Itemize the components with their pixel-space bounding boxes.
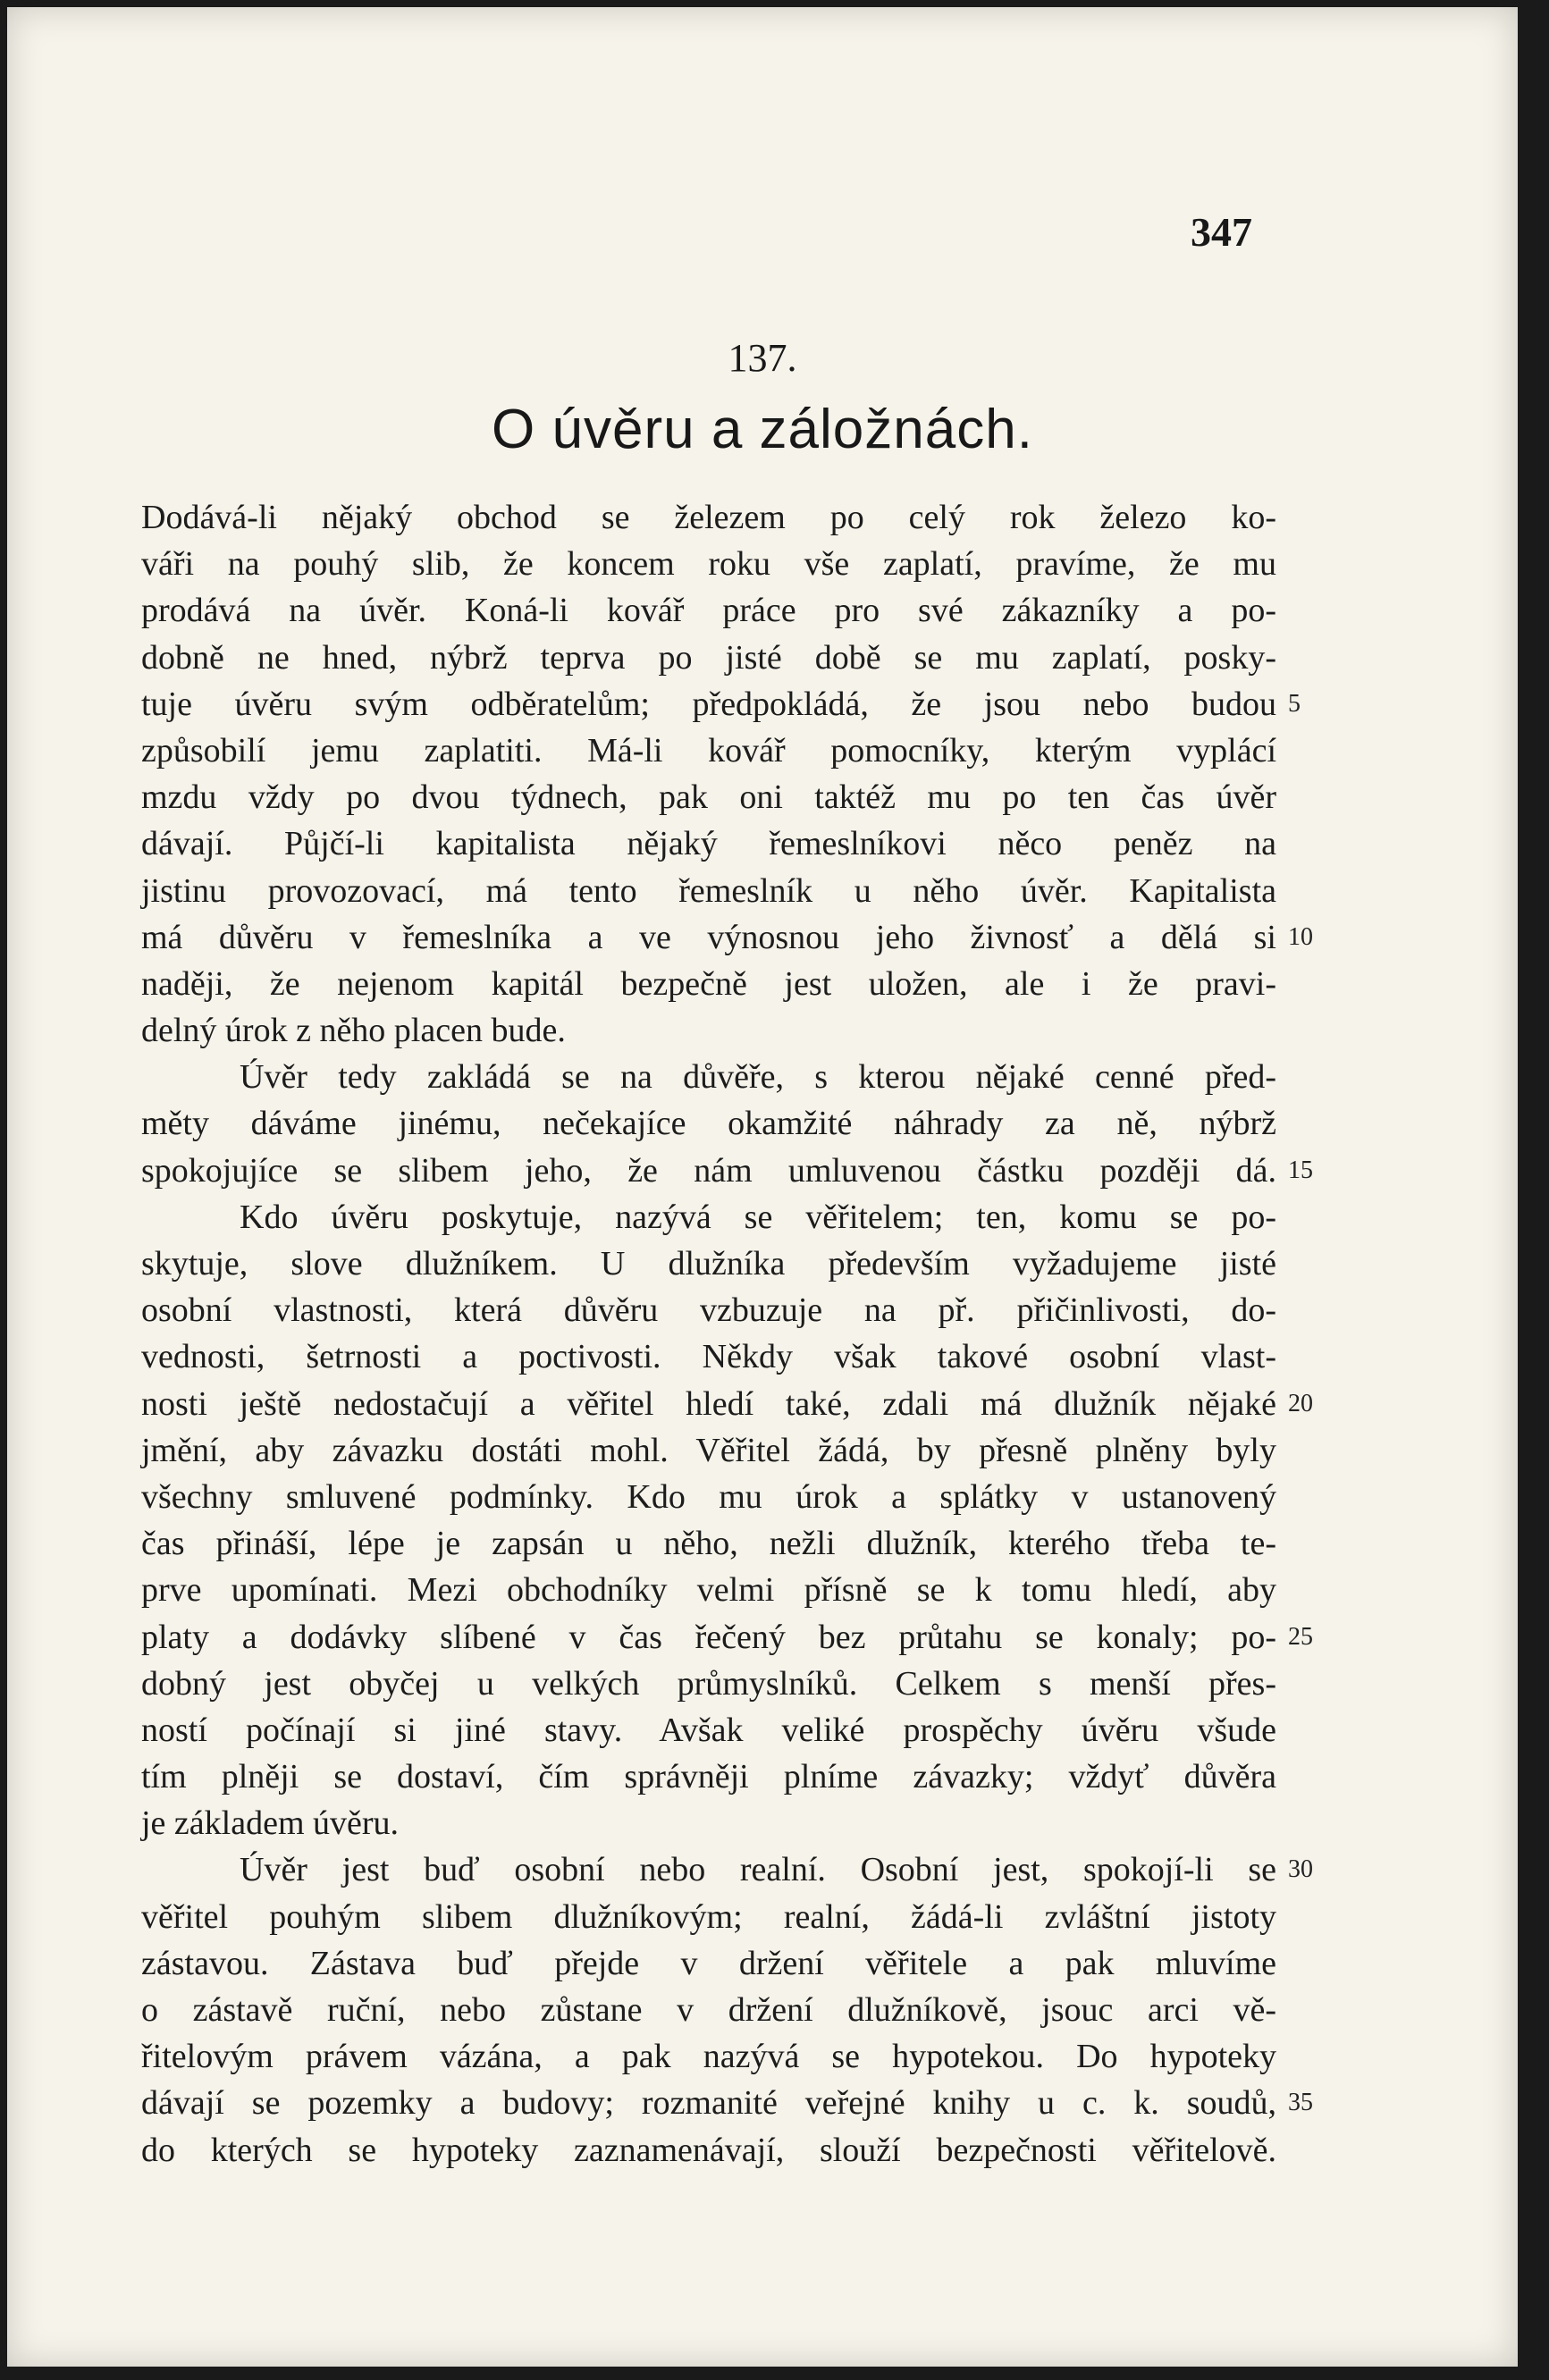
line-text: způsobilí jemu zaplatiti. Má-li kovář pomocníky, kterým vyplácí — [141, 731, 1276, 770]
line-text: jmění, aby závazku dostáti mohl. Věřitel žádá, by přesně plněny byly — [141, 1431, 1276, 1469]
text-line — [141, 1240, 1276, 1287]
line-number: 25 — [1288, 1622, 1313, 1651]
text-line — [141, 1333, 1276, 1380]
line-text: osobní vlastnosti, která důvěru vzbuzuje na př. přičinlivosti, do- — [141, 1291, 1276, 1330]
text-line — [141, 1427, 1276, 1474]
section-title: O úvěru a záložnách. — [492, 399, 1033, 460]
line-text: naději, že nejenom kapitál bezpečně jest uložen, ale i že pravi- — [141, 964, 1276, 1003]
text-line — [141, 1567, 1276, 1613]
line-text: do kterých se hypoteky zaznamenávají, slouží bezpečnosti věřitelově. — [141, 2131, 1276, 2169]
line-text: věřitel pouhým slibem dlužníkovým; realní, žádá-li zvláštní jistoty — [141, 1897, 1276, 1936]
text-line — [141, 681, 1301, 727]
text-line — [141, 1054, 1276, 1100]
line-text: prve upomínati. Mezi obchodníky velmi přísně se k tomu hledí, aby — [141, 1571, 1276, 1610]
line-text: Úvěr jest buď osobní nebo realní. Osobní jest, spokojí-li se — [240, 1851, 1276, 1889]
text-line — [141, 635, 1276, 681]
line-text: má důvěru v řemeslníka a ve výnosnou jeho živnosť a dělá si — [141, 918, 1276, 956]
line-number: 35 — [1288, 2089, 1313, 2117]
book-page — [7, 7, 1518, 2367]
line-text: zástavou. Zástava buď přejde v držení věřitele a pak mluvíme — [141, 1944, 1276, 1982]
line-number: 5 — [1288, 689, 1301, 718]
line-text: nosti ještě nedostačují a věřitel hledí také, zdali má dlužník nějaké — [141, 1384, 1276, 1423]
line-text: mzdu vždy po dvou týdnech, pak oni taktéž mu po ten čas úvěr — [141, 778, 1276, 817]
text-line — [141, 1800, 1276, 1846]
text-line — [141, 2127, 1276, 2174]
line-text: všechny smluvené podmínky. Kdo mu úrok a splátky v ustanovený — [141, 1477, 1276, 1516]
line-text: skytuje, slove dlužníkem. U dlužníka především vyžadujeme jisté — [141, 1245, 1276, 1283]
line-text: Kdo úvěru poskytuje, nazývá se věřitelem; ten, komu se po- — [240, 1198, 1276, 1236]
line-text: dobně ne hned, nýbrž teprva po jisté době se mu zaplatí, posky- — [141, 638, 1276, 677]
text-line — [141, 1707, 1276, 1753]
text-line — [141, 1614, 1313, 1661]
line-number: 30 — [1288, 1855, 1313, 1884]
text-line — [141, 1520, 1276, 1567]
line-text: je základem úvěru. — [141, 1804, 400, 1843]
text-line — [141, 914, 1313, 961]
text-line — [141, 2080, 1313, 2126]
text-line — [141, 587, 1276, 634]
text-line — [141, 727, 1276, 774]
text-line — [141, 1753, 1276, 1800]
line-text: vednosti, šetrnosti a poctivosti. Někdy však takové osobní vlast- — [141, 1338, 1276, 1376]
text-line — [141, 961, 1276, 1007]
line-text: tuje úvěru svým odběratelům; předpokládá, že jsou nebo budou — [141, 685, 1276, 723]
text-line — [141, 494, 1276, 541]
text-line — [141, 541, 1276, 587]
text-line — [141, 774, 1276, 820]
text-line — [141, 820, 1276, 867]
text-line — [141, 1894, 1276, 1940]
text-line — [141, 1007, 1276, 1054]
page-number: 347 — [1191, 209, 1252, 255]
line-text: váři na pouhý slib, že koncem roku vše zaplatí, pravíme, že mu — [141, 545, 1276, 584]
line-text: prodává na úvěr. Koná-li kovář práce pro své zákazníky a po- — [141, 592, 1276, 630]
line-text: dávají se pozemky a budovy; rozmanité veřejné knihy u c. k. soudů, — [141, 2084, 1276, 2123]
line-text: Dodává-li nějaký obchod se železem po celý rok železo ko- — [141, 499, 1276, 536]
line-text: Úvěr tedy zakládá se na důvěře, s kterou nějaké cenné před- — [240, 1058, 1276, 1097]
text-line — [141, 1100, 1276, 1147]
text-line — [141, 868, 1276, 914]
body-text — [141, 494, 1313, 2174]
line-text: jistinu provozovací, má tento řemeslník u něho úvěr. Kapitalista — [141, 871, 1276, 910]
text-line — [141, 1987, 1276, 2033]
line-text: platy a dodávky slíbené v čas řečený bez průtahu se konaly; po- — [141, 1618, 1276, 1656]
text-line — [141, 1940, 1276, 1987]
text-line — [141, 1661, 1276, 1707]
line-text: delný úrok z něho placen bude. — [141, 1012, 566, 1050]
line-number: 15 — [1288, 1156, 1313, 1184]
line-text: čas přináší, lépe je zapsán u něho, nežli dlužník, kterého třeba te- — [141, 1525, 1276, 1563]
line-text: o zástavě ruční, nebo zůstane v držení dlužníkově, jsouc arci vě- — [141, 1991, 1276, 2029]
text-line — [141, 1474, 1276, 1520]
text-line — [141, 1287, 1276, 1333]
section-number: 137. — [728, 336, 797, 380]
line-text: měty dáváme jinému, nečekajíce okamžité náhrady za ně, nýbrž — [141, 1105, 1276, 1143]
line-text: spokojujíce se slibem jeho, že nám umluvenou částku později dá. — [141, 1151, 1276, 1190]
line-text: tím plněji se dostaví, čím správněji plníme závazky; vždyť důvěra — [141, 1758, 1276, 1796]
line-text: dávají. Půjčí-li kapitalista nějaký řemeslníkovi něco peněz na — [141, 825, 1276, 863]
text-line — [141, 1381, 1313, 1427]
line-number: 20 — [1288, 1389, 1313, 1417]
text-line — [141, 2033, 1276, 2080]
line-number: 10 — [1288, 922, 1313, 951]
text-line — [141, 1148, 1313, 1194]
line-text: dobný jest obyčej u velkých průmyslníků. Celkem s menší přes- — [141, 1664, 1276, 1703]
text-line — [141, 1846, 1313, 1893]
line-text: ností počínají si jiné stavy. Avšak veliké prospěchy úvěru všude — [141, 1711, 1276, 1749]
text-line — [141, 1194, 1276, 1240]
line-text: řitelovým právem vázána, a pak nazývá se hypotekou. Do hypoteky — [141, 2038, 1276, 2076]
